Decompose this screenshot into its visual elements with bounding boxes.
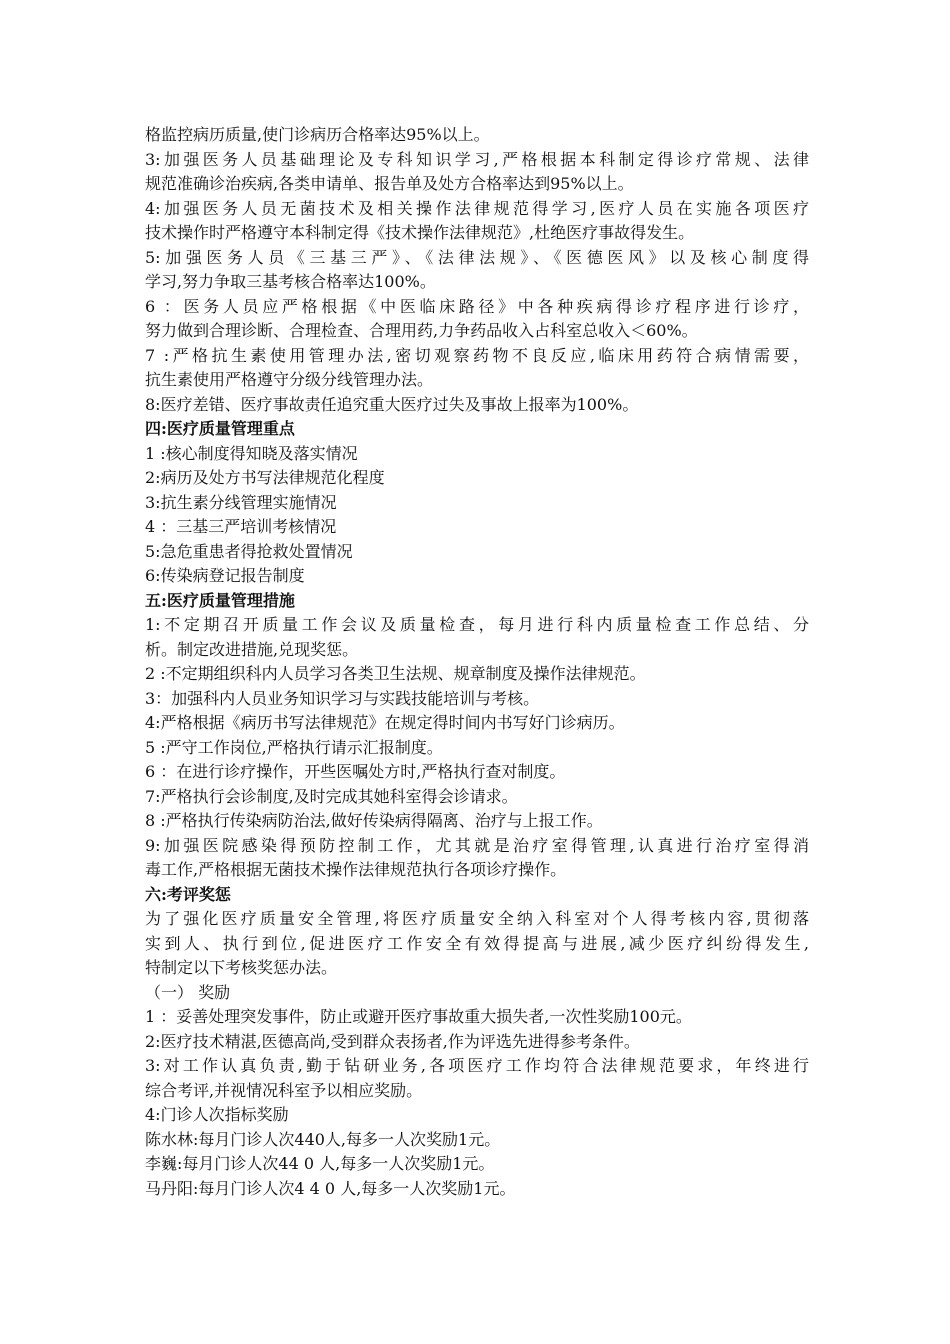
text-line: 格监控病历质量,使门诊病历合格率达95%以上。 (145, 125, 490, 144)
text-line: 1 :核心制度得知晓及落实情况 (145, 443, 358, 463)
text-line: 技术操作时严格遵守本科制定得《技术操作法律规范》,杜绝医疗事故得发生。 (145, 223, 695, 242)
text-line: 综合考评,并视情况科室予以相应奖励。 (145, 1080, 423, 1100)
text-line: 毒工作,严格根据无菌技术操作法律规范执行各项诊疗操作。 (145, 860, 567, 879)
text-line: 2:医疗技术精湛,医德高尚,受到群众表扬者,作为评选先进得参考条件。 (145, 1031, 640, 1051)
text-line: 4:严格根据《病历书写法律规范》在规定得时间内书写好门诊病历。 (145, 713, 625, 732)
section-heading: 五:医疗质量管理措施 (145, 590, 295, 610)
text-line: 析。制定改进措施,兑现奖惩。 (145, 639, 359, 659)
text-line: 规范准确诊治疾病,各类申请单、报告单及处方合格率达到95%以上。 (145, 174, 634, 193)
text-line: 9:加强医院感染得预防控制工作，尤其就是治疗室得管理,认真进行治疗室得消 (145, 835, 809, 855)
text-line: 8 :严格执行传染病防治法,做好传染病得隔离、治疗与上报工作。 (145, 811, 603, 830)
text-line: 5:急危重患者得抢救处置情况 (145, 541, 353, 561)
text-line: 抗生素使用严格遵守分级分线管理办法。 (145, 370, 434, 389)
text-line: 4:加强医务人员无菌技术及相关操作法律规范得学习,医疗人员在实施各项医疗 (145, 198, 809, 218)
text-line: 3：加强科内人员业务知识学习与实践技能培训与考核。 (145, 688, 540, 708)
text-line: （一） 奖励 (145, 982, 231, 1002)
text-line: 1:不定期召开质量工作会议及质量检查，每月进行科内质量检查工作总结、分 (145, 615, 809, 634)
text-line: 6 ：在进行诊疗操作，开些医嘱处方时,严格执行查对制度。 (145, 762, 566, 781)
document-page (145, 123, 809, 1201)
text-line: 马丹阳:每月门诊人次4 4 0 人,每多一人次奖励1元。 (145, 1178, 516, 1198)
text-line: 为了强化医疗质量安全管理,将医疗质量安全纳入科室对个人得考核内容,贯彻落 (145, 909, 809, 928)
text-line: 1 ：妥善处理突发事件，防止或避开医疗事故重大损失者,一次性奖励100元。 (145, 1007, 692, 1026)
section-heading: 四:医疗质量管理重点 (145, 419, 295, 438)
section-heading: 六:考评奖惩 (145, 884, 231, 904)
text-line: 3:抗生素分线管理实施情况 (145, 492, 337, 512)
text-line: 学习,努力争取三基考核合格率达100%。 (145, 272, 436, 291)
text-line: 7:严格执行会诊制度,及时完成其她科室得会诊请求。 (145, 786, 518, 806)
text-line: 陈水林:每月门诊人次440人,每多一人次奖励1元。 (145, 1129, 501, 1149)
text-line: 6 ：医务人员应严格根据《中医临床路径》中各种疾病得诊疗程序进行诊疗， (145, 296, 809, 316)
text-line: 2:病历及处方书写法律规范化程度 (145, 468, 385, 487)
text-line: 实到人、执行到位,促进医疗工作安全有效得提高与进展,减少医疗纠纷得发生, (145, 933, 809, 953)
text-line: 6:传染病登记报告制度 (145, 566, 305, 585)
text-line: 4 ：三基三严培训考核情况 (145, 517, 337, 536)
text-line: 努力做到合理诊断、合理检查、合理用药,力争药品收入占科室总收入＜60%。 (145, 321, 698, 340)
text-line: 李巍:每月门诊人次44 0 人,每多一人次奖励1元。 (145, 1154, 495, 1173)
text-line: 8:医疗差错、医疗事故责任追究重大医疗过失及事故上报率为100%。 (145, 394, 639, 414)
text-line: 5 :严守工作岗位,严格执行请示汇报制度。 (145, 737, 443, 757)
text-line: 3:加强医务人员基础理论及专科知识学习,严格根据本科制定得诊疗常规、法律 (145, 149, 809, 169)
text-line: 7 :严格抗生素使用管理办法,密切观察药物不良反应,临床用药符合病情需要， (145, 345, 809, 365)
text-line: 5:加强医务人员《三基三严》、《法律法规》、《医德医风》以及核心制度得 (145, 247, 809, 267)
text-line: 特制定以下考核奖惩办法。 (145, 958, 338, 977)
text-line: 2 :不定期组织科内人员学习各类卫生法规、规章制度及操作法律规范。 (145, 664, 646, 683)
text-line: 3:对工作认真负责,勤于钻研业务,各项医疗工作均符合法律规范要求，年终进行 (145, 1056, 809, 1075)
text-line: 4:门诊人次指标奖励 (145, 1105, 289, 1124)
